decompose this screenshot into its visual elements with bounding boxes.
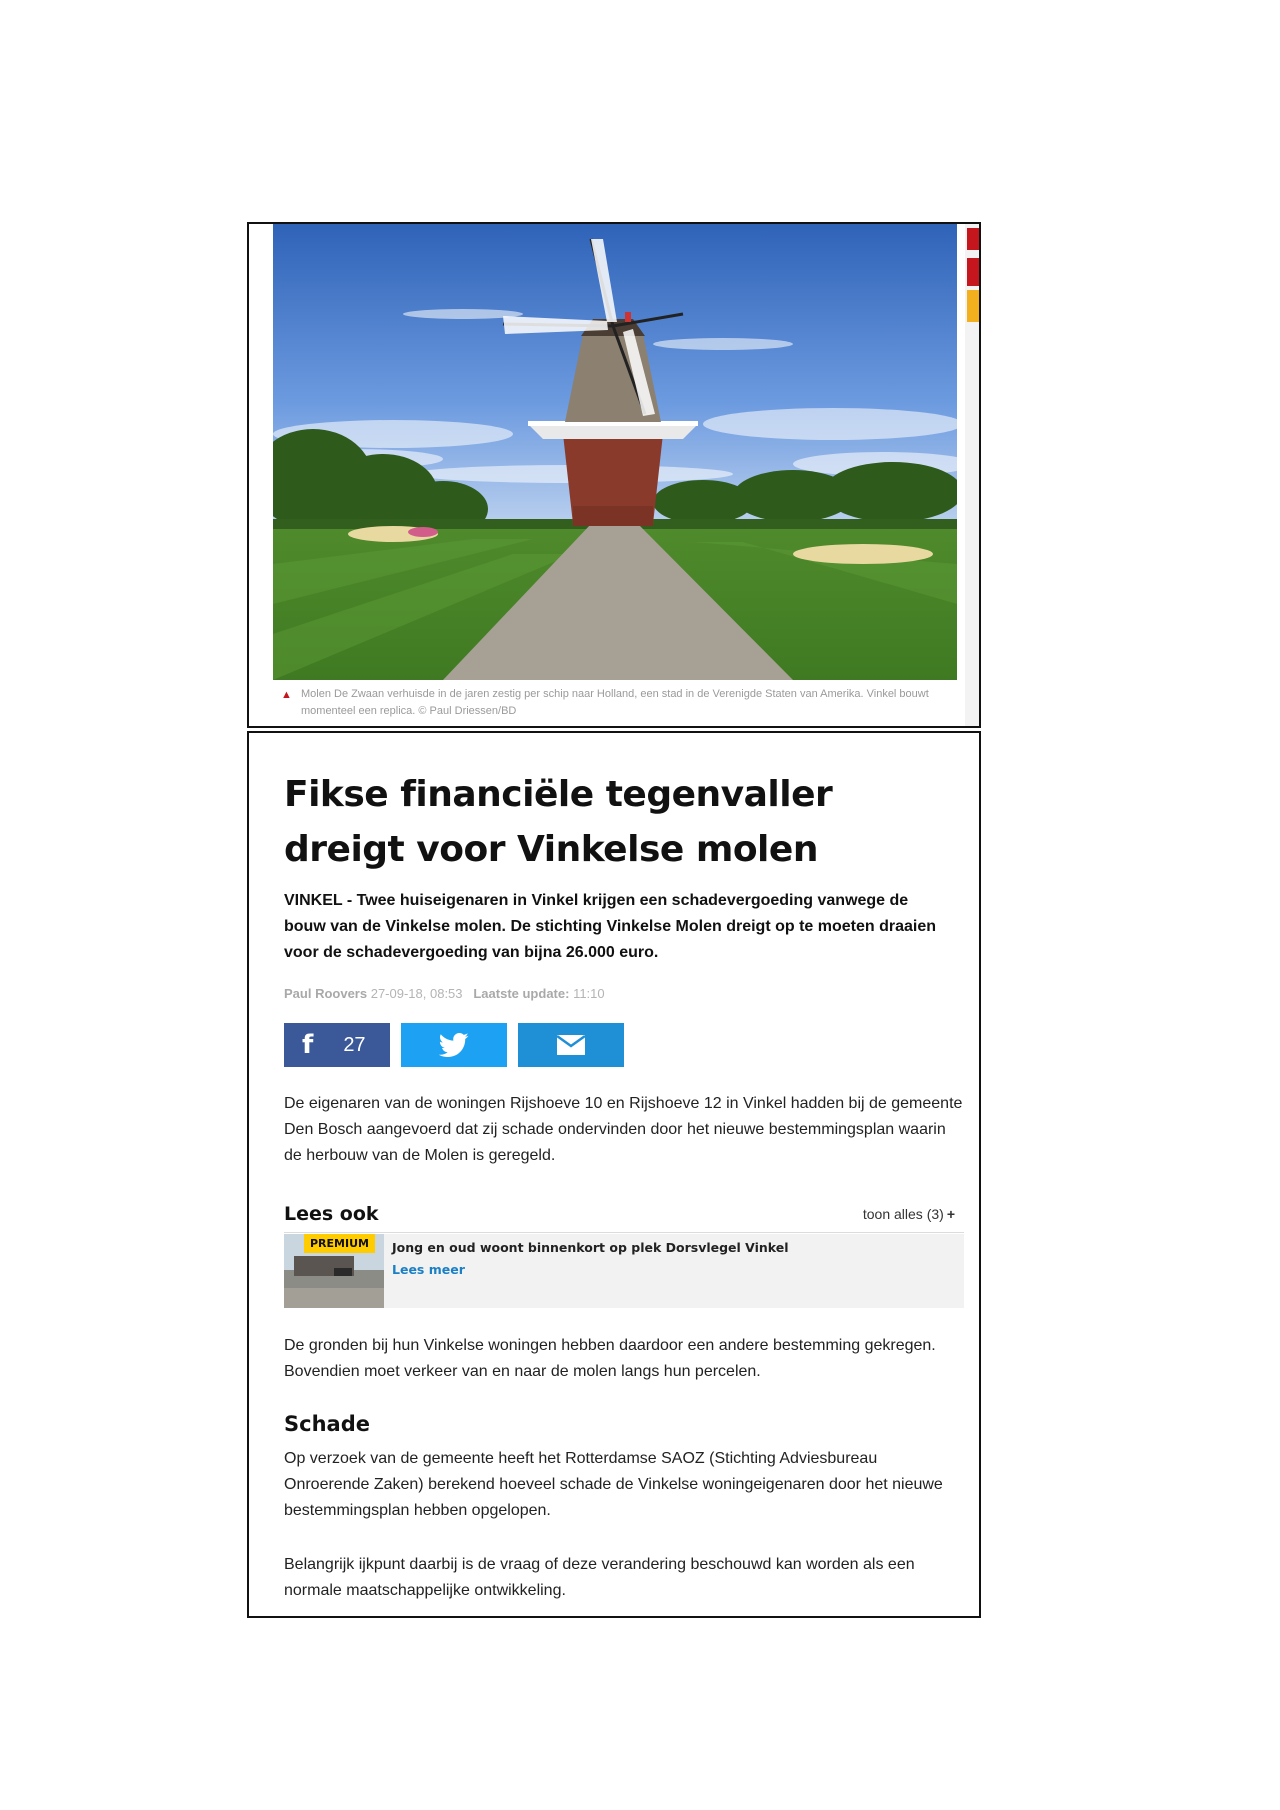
share-bar [284, 1023, 624, 1067]
mail-icon [557, 1035, 585, 1055]
caption-triangle-icon: ▲ [281, 689, 292, 701]
related-article-title[interactable]: Jong en oud woont binnenkort op plek Dorsvlegel Vinkel [392, 1240, 789, 1255]
twitter-share-button[interactable] [401, 1023, 507, 1067]
update-label: Laatste update: [473, 986, 570, 1001]
toon-alles-label: toon alles (3) [862, 1206, 944, 1222]
photo-caption-text: Molen De Zwaan verhuisde in de jaren zestig per schip naar Holland, een stad in de Verenigde Staten van Amerika. Vinkel bouwt momenteel een replica. © Paul Driessen/BD [301, 688, 929, 717]
publish-date: 27-09-18, 08:53 [370, 986, 463, 1001]
photo-caption [281, 686, 951, 720]
article-paragraph-4: Belangrijk ijkpunt daarbij is de vraag of deze verandering beschouwd kan worden als een normale maatschappelijke ontwikkeling. [284, 1556, 915, 1599]
plus-icon: + [946, 1206, 955, 1222]
article-headline: Fikse financiële tegenvaller dreigt voor Vinkelse molen [284, 774, 833, 870]
lees-meer-link[interactable]: Lees meer [392, 1262, 465, 1277]
lees-ook-heading: Lees ook [284, 1203, 379, 1225]
article-frame [247, 731, 981, 1618]
article-paragraph-2: De gronden bij hun Vinkelse woningen hebben daardoor een andere bestemming gekregen. Bovendien moet verkeer van en naar de molen langs hun percelen. [284, 1337, 936, 1380]
side-strip [965, 224, 979, 726]
twitter-icon [439, 1033, 469, 1057]
windmill-photo [273, 224, 957, 680]
related-article-card[interactable] [284, 1234, 964, 1308]
article-lead: VINKEL - Twee huiseigenaren in Vinkel krijgen een schadevergoeding vanwege de bouw van de Vinkelse molen. De stichting Vinkelse Molen dreigt op te moeten draaien voor de schadevergoeding van bijna 26.000 euro. [284, 892, 937, 961]
premium-badge: PREMIUM [304, 1234, 375, 1253]
section-heading-schade: Schade [284, 1412, 370, 1436]
facebook-share-count: 27 [343, 1033, 366, 1056]
article-meta [284, 986, 605, 1001]
update-time: 11:10 [573, 986, 605, 1001]
article-paragraph-1: De eigenaren van de woningen Rijshoeve 10 en Rijshoeve 12 in Vinkel hadden bij de gemeente Den Bosch aangevoerd dat zij schade ondervinden door het nieuwe bestemmingsplan waarin de herbouw van de Molen is geregeld. [284, 1095, 963, 1164]
article-paragraph-3: Op verzoek van de gemeente heeft het Rotterdamse SAOZ (Stichting Adviesbureau Onroerende Zaken) berekend hoeveel schade de Vinkelse woningeigenaren door het nieuwe bestemmingsplan hebben opgelopen. [284, 1450, 943, 1519]
lees-ook-divider [284, 1232, 964, 1233]
photo-frame [247, 222, 981, 728]
facebook-icon: f [302, 1030, 314, 1060]
related-article-thumbnail [284, 1234, 384, 1308]
mail-share-button[interactable] [518, 1023, 624, 1067]
facebook-share-button[interactable] [284, 1023, 390, 1067]
author-name[interactable]: Paul Roovers [284, 986, 368, 1001]
toon-alles-link[interactable] [863, 1206, 955, 1222]
